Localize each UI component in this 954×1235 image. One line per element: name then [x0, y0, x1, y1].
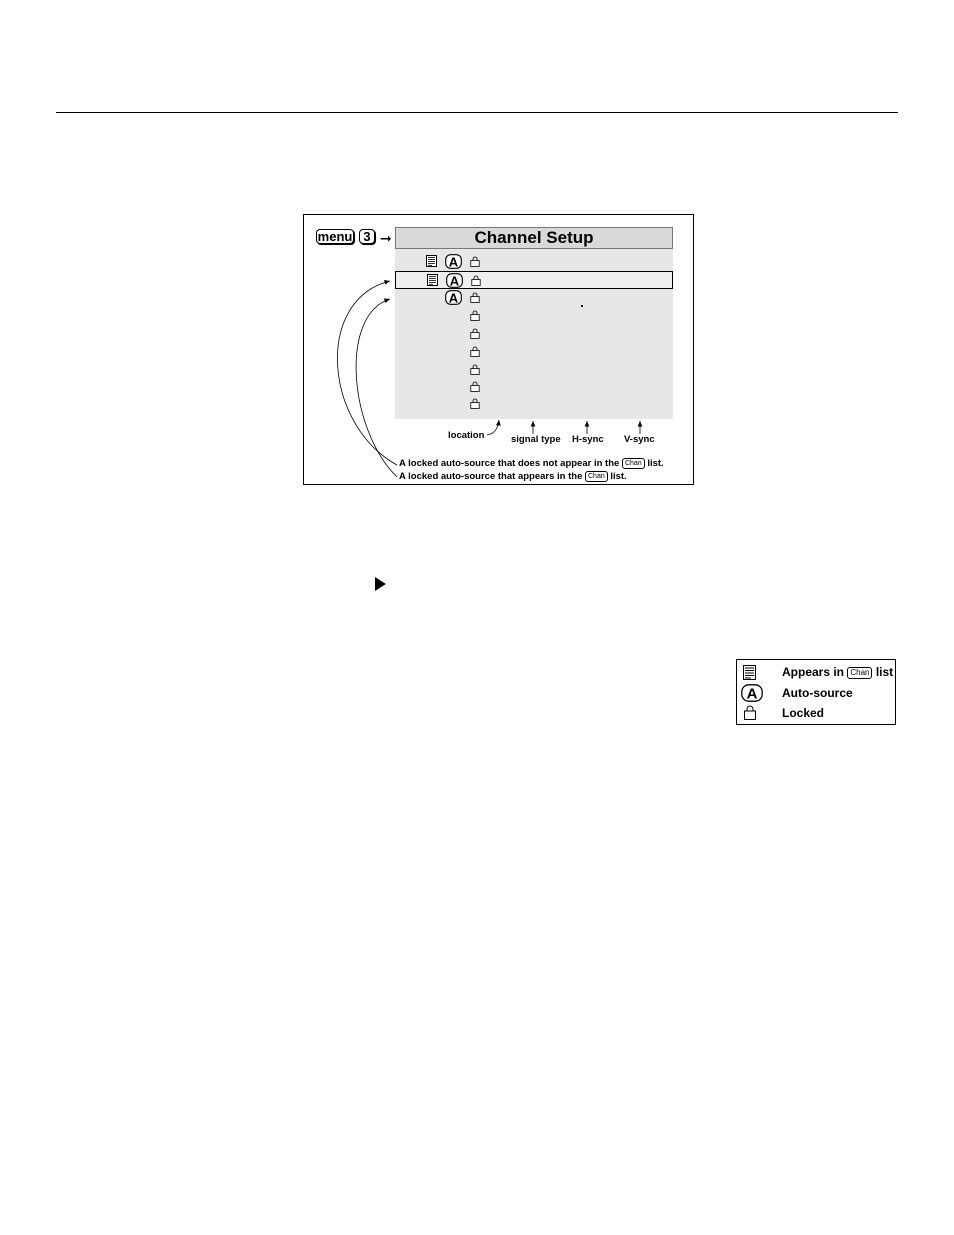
caption-not-in-list: A locked auto-source that does not appear in the Chan list.: [399, 458, 664, 469]
lock-icon: [743, 705, 757, 720]
chan-key-icon: Chan: [622, 458, 645, 469]
legend-row-auto: A Auto-source: [737, 683, 895, 703]
location-label: location: [448, 430, 485, 441]
icon-legend: [736, 659, 896, 725]
menu-title: Channel Setup: [395, 227, 673, 249]
caption-in-list: A locked auto-source that appears in the Chan list.: [399, 471, 627, 482]
number-3-key: 3: [359, 229, 375, 244]
svg-text:A: A: [746, 685, 758, 702]
list-icon: [743, 665, 756, 680]
svg-text:A: A: [449, 273, 460, 288]
svg-text:A: A: [448, 290, 459, 305]
chan-key-icon: Chan: [585, 471, 608, 482]
signal-type-label: signal type: [511, 434, 561, 445]
callout-arrows: [304, 215, 695, 486]
channel-setup-figure: [303, 214, 694, 485]
right-arrow-icon: ➞: [380, 230, 392, 246]
vsync-label: V-sync: [624, 434, 655, 445]
right-triangle-icon: [375, 577, 386, 591]
svg-text:A: A: [448, 254, 459, 269]
auto-source-icon: [741, 684, 763, 702]
chan-key-icon: Chan: [847, 667, 872, 679]
header-rule: [56, 112, 898, 113]
legend-row-list: Appears in Chan list: [737, 662, 895, 682]
hsync-label: H-sync: [572, 434, 604, 445]
legend-row-locked: Locked: [737, 703, 895, 723]
menu-key: menu: [317, 229, 353, 244]
